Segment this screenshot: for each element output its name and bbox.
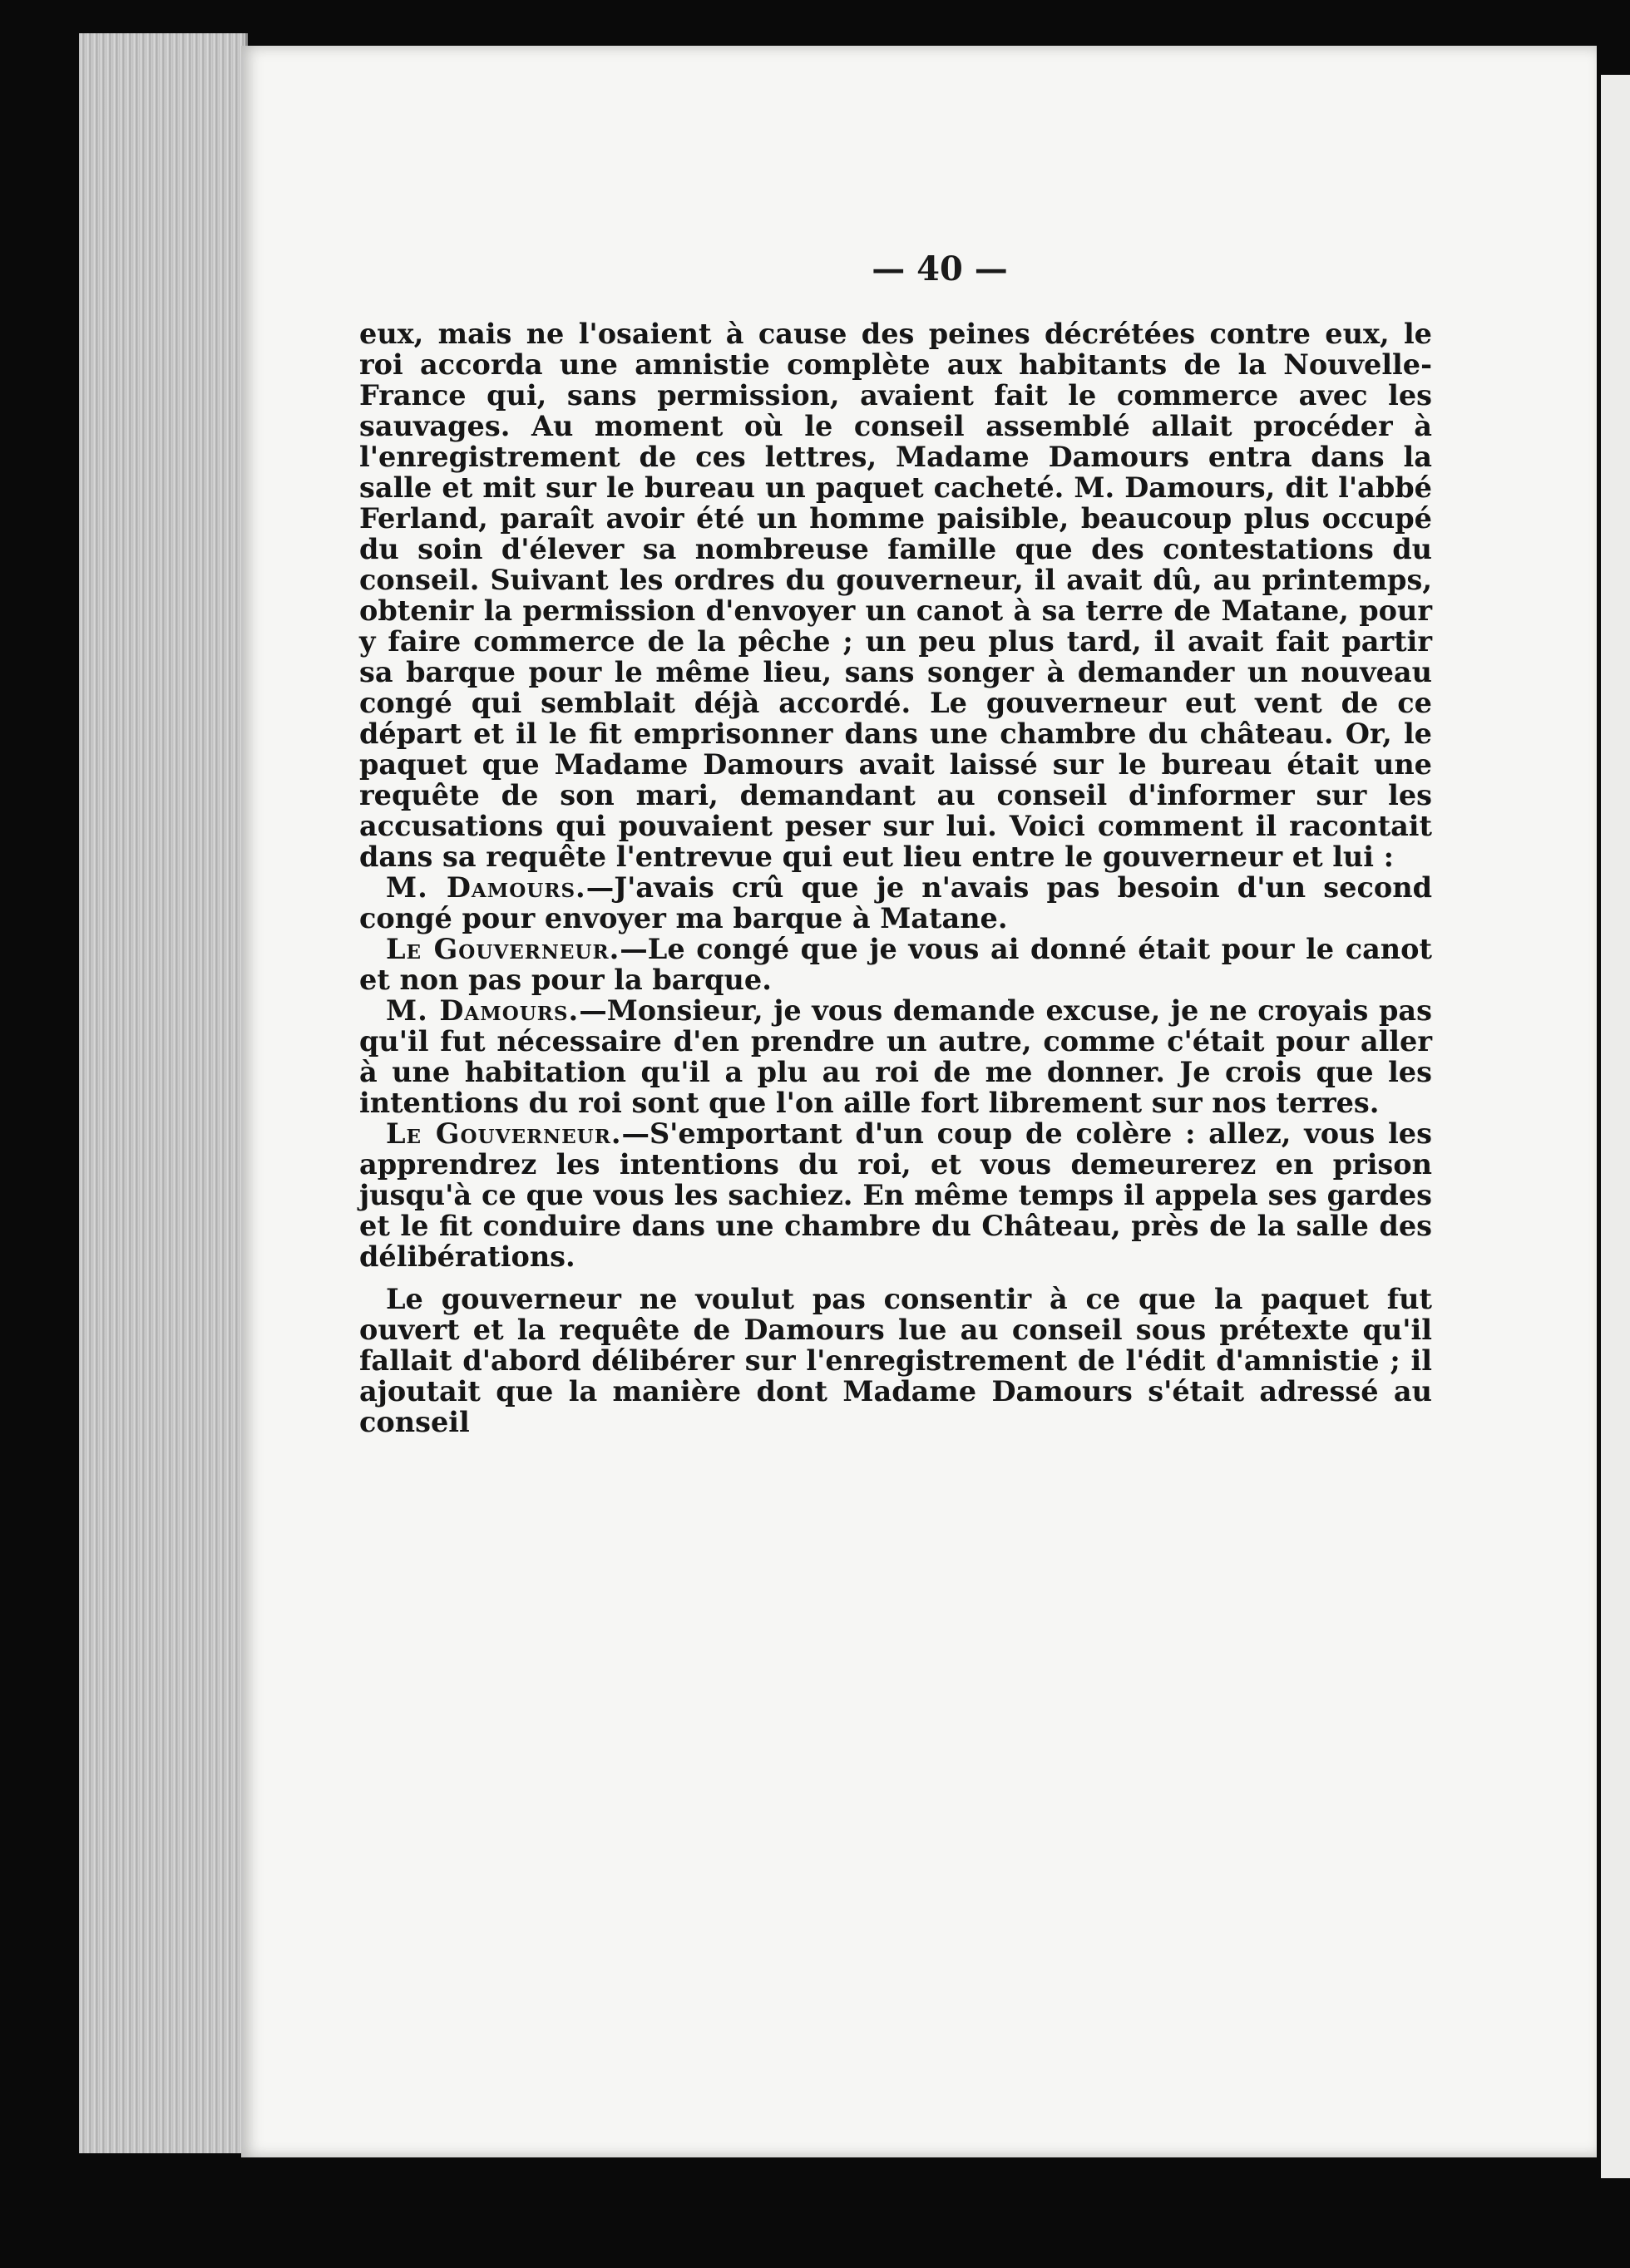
speaker-name: M. Damours. [386,994,580,1027]
speaker-name: Le Gouverneur. [386,1117,622,1150]
dialogue-text: —Monsieur, je vous demande excuse, je ne croyais pas qu'il fut nécessaire d'en prendre un autre, comme c'était pour aller à une habitation qu'il a plu au roi de me donner. Je crois que les intentions du roi sont que l'on aille fort librement sur nos terres. [359,994,1432,1119]
dialogue-text: —S'emportant d'un coup de colère : allez, vous les apprendrez les intentions du roi, et vous demeurerez en prison jusqu'à ce que vous les sachiez. En même temps il appela ses gardes et le fit conduire dans une chambre du Château, près de la salle des délibérations. [359,1117,1432,1273]
dialogue-line-2 [359,934,1432,995]
dialogue-line-3 [359,995,1432,1118]
page-number: — 40 — [872,249,1008,288]
dialogue-text: —J'avais crû que je n'avais pas besoin d'un second congé pour envoyer ma barque à Matane. [359,871,1432,934]
speaker-name: M. Damours. [386,871,586,904]
dialogue-text: —Le congé que je vous ai donné était pour le canot et non pas pour la barque. [359,933,1432,996]
paragraph-2: Le gouverneur ne voulut pas consentir à ce que la paquet fut ouvert et la requête de Damours lue au conseil sous prétexte qu'il fallait d'abord délibérer sur l'enregistrement de l'édit d'amnistie ; il ajoutait que la manière dont Madame Damours s'était adressé au conseil [359,1283,1432,1438]
paragraph-1: eux, mais ne l'osaient à cause des peines décrétées contre eux, le roi accorda une amnistie complète aux habitants de la Nouvelle-France qui, sans permission, avaient fait le commerce avec les sauvages. Au moment où le conseil assemblé allait procéder à l'enregistrement de ces lettres, Madame Damours entra dans la salle et mit sur le bureau un paquet cacheté. M. Damours, dit l'abbé Ferland, paraît avoir été un homme paisible, beaucoup plus occupé du soin d'élever sa nombreuse famille que des contestations du conseil. Suivant les ordres du gouverneur, il avait dû, au printemps, obtenir la permission d'envoyer un canot à sa terre de Matane, pour y faire commerce de la pêche ; un peu plus tard, il avait fait partir sa barque pour le même lieu, sans songer à demander un nouveau congé qui semblait déjà accordé. Le gouverneur eut vent de ce départ et il le fit emprisonner dans une chambre du château. Or, le paquet que Madame Damours avait laissé sur le bureau était une requête de son mari, demandant au conseil d'informer sur les accusations qui pouvaient peser sur lui. Voici comment il racontait dans sa requête l'entrevue qui eut lieu entre le gouverneur et lui : [359,318,1432,873]
speaker-name: Le Gouverneur. [386,933,620,965]
book-page-edges [79,33,248,2153]
facing-page-edge [1601,75,1630,2178]
dialogue-line-1 [359,872,1432,934]
page-body [359,318,1432,1437]
dialogue-line-4 [359,1118,1432,1272]
